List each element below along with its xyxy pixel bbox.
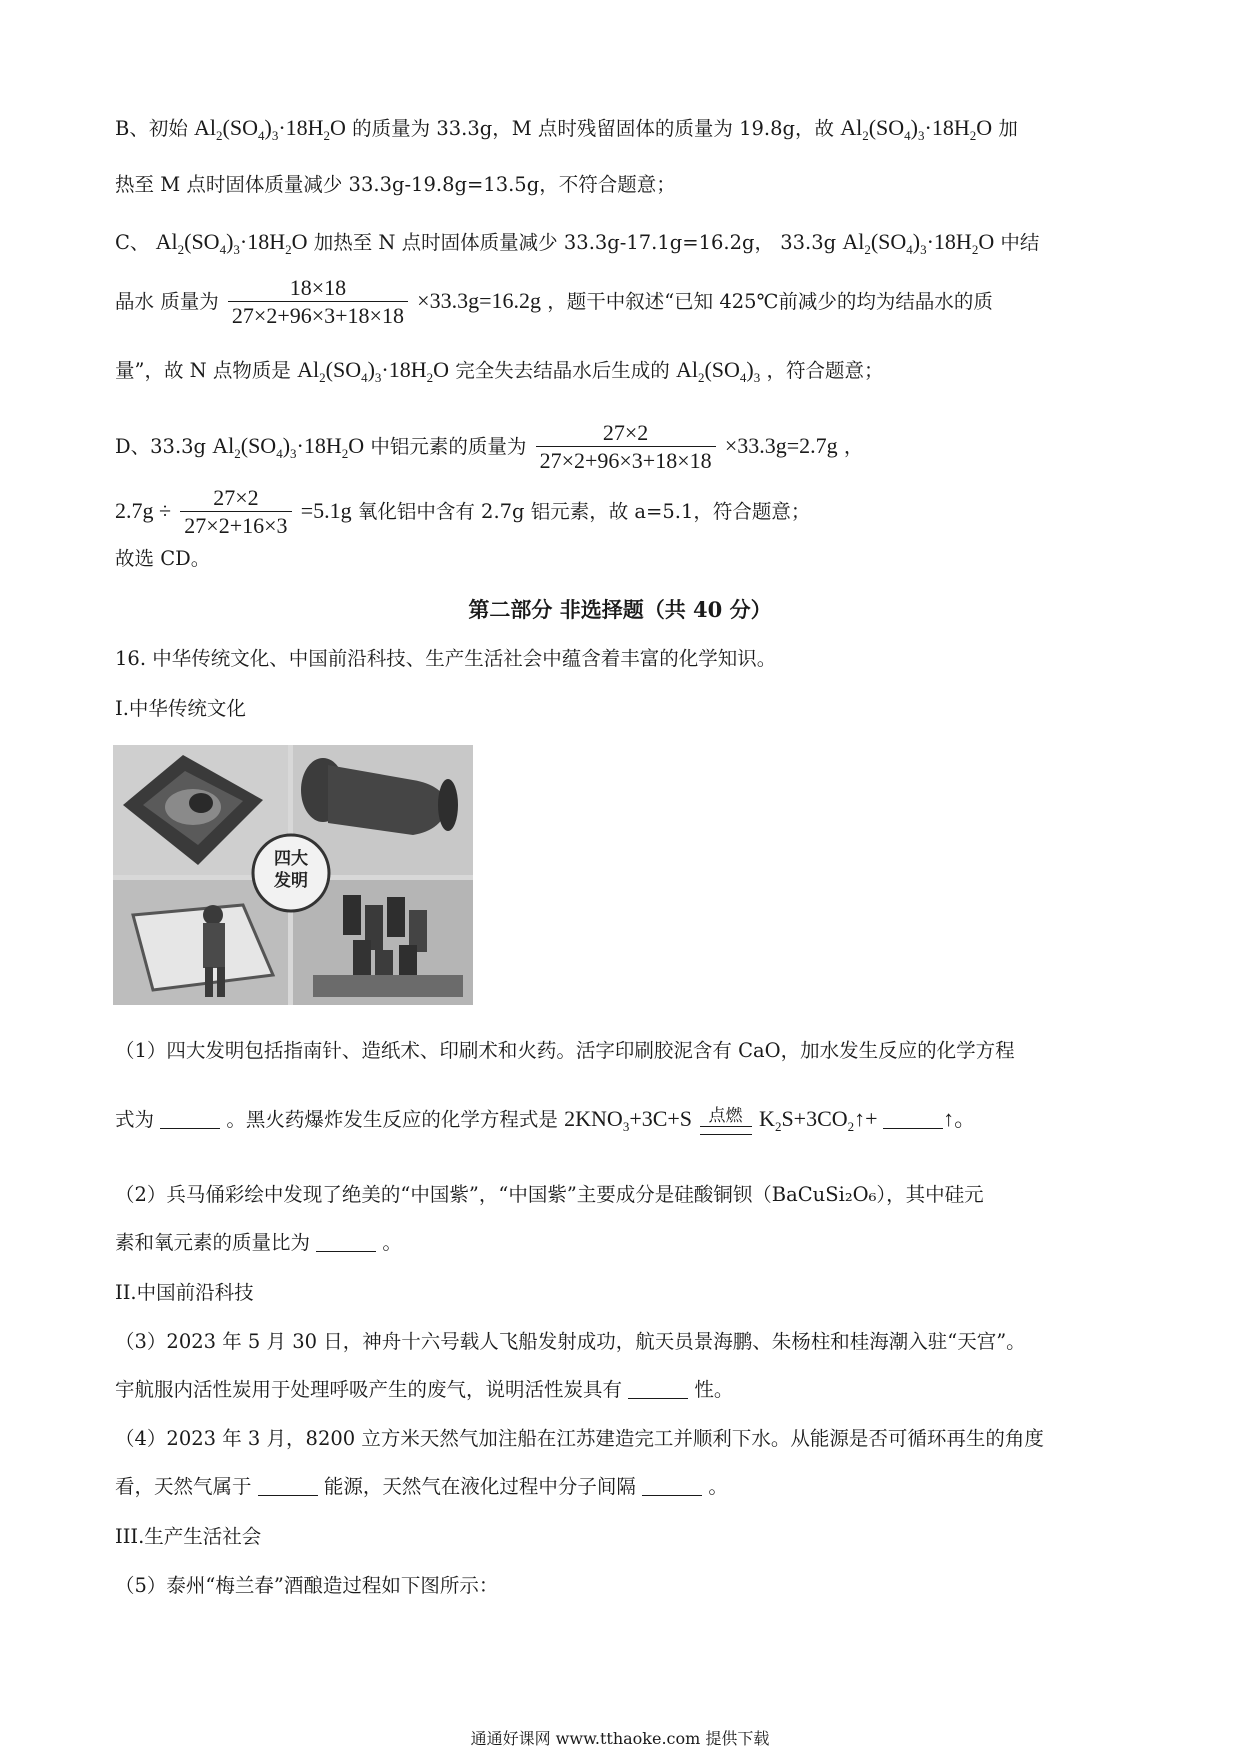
text: 中结 xyxy=(1000,231,1040,254)
hydrate-formula: $Al_2(SO_4)_3\cdot 18H_2O$ xyxy=(155,229,308,257)
hydrate-formula: $Al_2(SO_4)_3\cdot 18H_2O$ xyxy=(194,115,346,143)
text: 。 xyxy=(708,1475,728,1498)
q1-line-1: （1）四大发明包括指南针、造纸术、印刷术和火药。活字印刷胶泥含有 CaO，加水发生反应的化学方程 xyxy=(115,1039,1015,1062)
text: C、 xyxy=(115,231,150,254)
anhydrous-formula: $Al_2(SO_4)_3$ xyxy=(675,357,761,385)
option-b-line-1 xyxy=(115,113,1018,151)
fraction-numerator: 27×2 xyxy=(213,485,259,510)
text: 氧化铝中含有 2.7g 铝元素，故 a=5.1，符合题意； xyxy=(357,500,811,523)
answer-blank-q1-cao[interactable] xyxy=(160,1108,220,1129)
text: 中铝元素的质量为 xyxy=(370,435,527,458)
text: 。黑火药爆炸发生反应的化学方程式是 xyxy=(226,1108,558,1131)
q2-line-2 xyxy=(115,1228,402,1258)
q2-line-1: （2）兵马俑彩绘中发现了绝美的“中国紫”，“中国紫”主要成分是硅酸铜钡（BaCuSi₂O₆），其中硅元 xyxy=(115,1183,984,1206)
eq-sub: 2 xyxy=(847,1119,855,1134)
hydrate-formula: $Al_2(SO_4)_3\cdot 18H_2O$ xyxy=(842,229,995,257)
q1-line-2 xyxy=(115,1104,976,1142)
text: 式为 xyxy=(115,1108,155,1131)
text: 。 xyxy=(382,1231,402,1254)
water-fraction xyxy=(228,275,408,330)
four-inventions-photo xyxy=(113,745,473,1005)
hydrate-formula: $Al_2(SO_4)_3\cdot 18H_2O$ xyxy=(840,115,993,143)
text: 素和氧元素的质量比为 xyxy=(115,1231,311,1254)
answer-blank-q4-spacing[interactable] xyxy=(642,1475,702,1496)
fraction-denominator: 27×2+96×3+18×18 xyxy=(536,446,716,475)
eq-sub: 3 xyxy=(622,1119,630,1134)
four-inventions-badge: 四大 发明 xyxy=(274,849,308,891)
option-d-line-1 xyxy=(115,420,863,475)
text: 能源，天然气在液化过程中分子间隔 xyxy=(323,1475,636,1498)
eq-part: 2KNO xyxy=(564,1106,623,1131)
text: 的质量为 33.3g，M 点时残留固体的质量为 19.8g，故 xyxy=(352,117,835,140)
eq-part: +3C+S xyxy=(629,1106,693,1131)
answer-blank-q1-gas[interactable] xyxy=(883,1108,943,1129)
answer-blank-q3[interactable] xyxy=(628,1378,688,1399)
math-text: ×33.3g=2.7g xyxy=(724,433,838,458)
text: 加 xyxy=(998,117,1018,140)
q16-stem: 16. 中华传统文化、中国前沿科技、生产生活社会中蕴含着丰富的化学知识。 xyxy=(115,647,777,670)
text: ，题干中叙述“已知 425℃前减少的均为结晶水的质 xyxy=(547,290,993,313)
text: 量”，故 N 点物质是 xyxy=(115,359,291,382)
eq-part: ↑+ xyxy=(854,1106,878,1131)
fraction-numerator: 27×2 xyxy=(602,420,649,445)
text: 宇航服内活性炭用于处理呼吸产生的废气，说明活性炭具有 xyxy=(115,1378,623,1401)
download-footer[interactable]: 通通好课网 www.tthaoke.com 提供下载 xyxy=(470,1729,770,1748)
option-c-line-2 xyxy=(115,275,993,330)
math-text: 2.7g ÷ xyxy=(115,498,172,523)
aluminum-fraction xyxy=(536,420,716,475)
eq-part: ↑。 xyxy=(943,1106,977,1131)
text: ，符合题意； xyxy=(766,359,884,382)
ignition-condition xyxy=(698,1106,754,1135)
math-text: ×33.3g=16.2g xyxy=(417,288,541,313)
text: B、初始 xyxy=(115,117,188,140)
answer-blank-q2[interactable] xyxy=(316,1231,376,1252)
condition-text: 点燃 xyxy=(708,1106,743,1126)
q4-line-1: （4）2023 年 3 月，8200 立方米天然气加注船在江苏建造完工并顺利下水。从能源是否可循环再生的角度 xyxy=(115,1427,1044,1450)
eq-part: S+3CO xyxy=(781,1106,848,1131)
hydrate-formula: $Al_2(SO_4)_3\cdot 18H_2O$ xyxy=(297,357,450,385)
text: 看，天然气属于 xyxy=(115,1475,252,1498)
fraction-denominator: 27×2+96×3+18×18 xyxy=(228,301,408,330)
gunpowder-equation xyxy=(564,1106,883,1134)
text: D、33.3g xyxy=(115,435,207,458)
eq-sub: 2 xyxy=(774,1119,782,1134)
hydrate-formula: $Al_2(SO_4)_3\cdot 18H_2O$ xyxy=(212,433,365,461)
option-c-line-1 xyxy=(115,227,1039,265)
text: 性。 xyxy=(694,1378,734,1401)
option-b-line-2: 热至 M 点时固体质量减少 33.3g-19.8g=13.5g，不符合题意； xyxy=(115,173,676,196)
part-1-heading: I.中华传统文化 xyxy=(115,697,246,720)
fraction-numerator: 18×18 xyxy=(289,275,347,300)
equals-bars xyxy=(700,1126,752,1135)
section-title: 第二部分 非选择题（共 40 分） xyxy=(468,597,772,622)
fraction-denominator: 27×2+16×3 xyxy=(180,511,291,540)
answer-line: 故选 CD。 xyxy=(115,547,211,570)
text: 晶水 质量为 xyxy=(115,290,219,313)
part-2-heading: II.中国前沿科技 xyxy=(115,1281,254,1304)
q3-line-2 xyxy=(115,1375,733,1405)
math-text: =5.1g xyxy=(300,498,352,523)
oxide-fraction xyxy=(180,485,291,540)
text: 加热至 N 点时固体质量减少 33.3g-17.1g=16.2g， 33.3g xyxy=(313,231,837,254)
text: ， xyxy=(843,435,864,458)
text: 完全失去结晶水后生成的 xyxy=(455,359,670,382)
part-3-heading: III.生产生活社会 xyxy=(115,1525,262,1548)
answer-blank-q4-energy[interactable] xyxy=(258,1475,318,1496)
option-d-line-2 xyxy=(115,485,810,540)
option-c-line-3 xyxy=(115,355,883,393)
eq-part: K xyxy=(759,1106,775,1131)
q5-line-1: （5）泰州“梅兰春”酒酿造过程如下图所示： xyxy=(115,1574,499,1597)
q4-line-2 xyxy=(115,1472,728,1502)
q3-line-1: （3）2023 年 5 月 30 日，神舟十六号载人飞船发射成功，航天员景海鹏、朱杨柱和桂海潮入驻“天宫”。 xyxy=(115,1330,1026,1353)
